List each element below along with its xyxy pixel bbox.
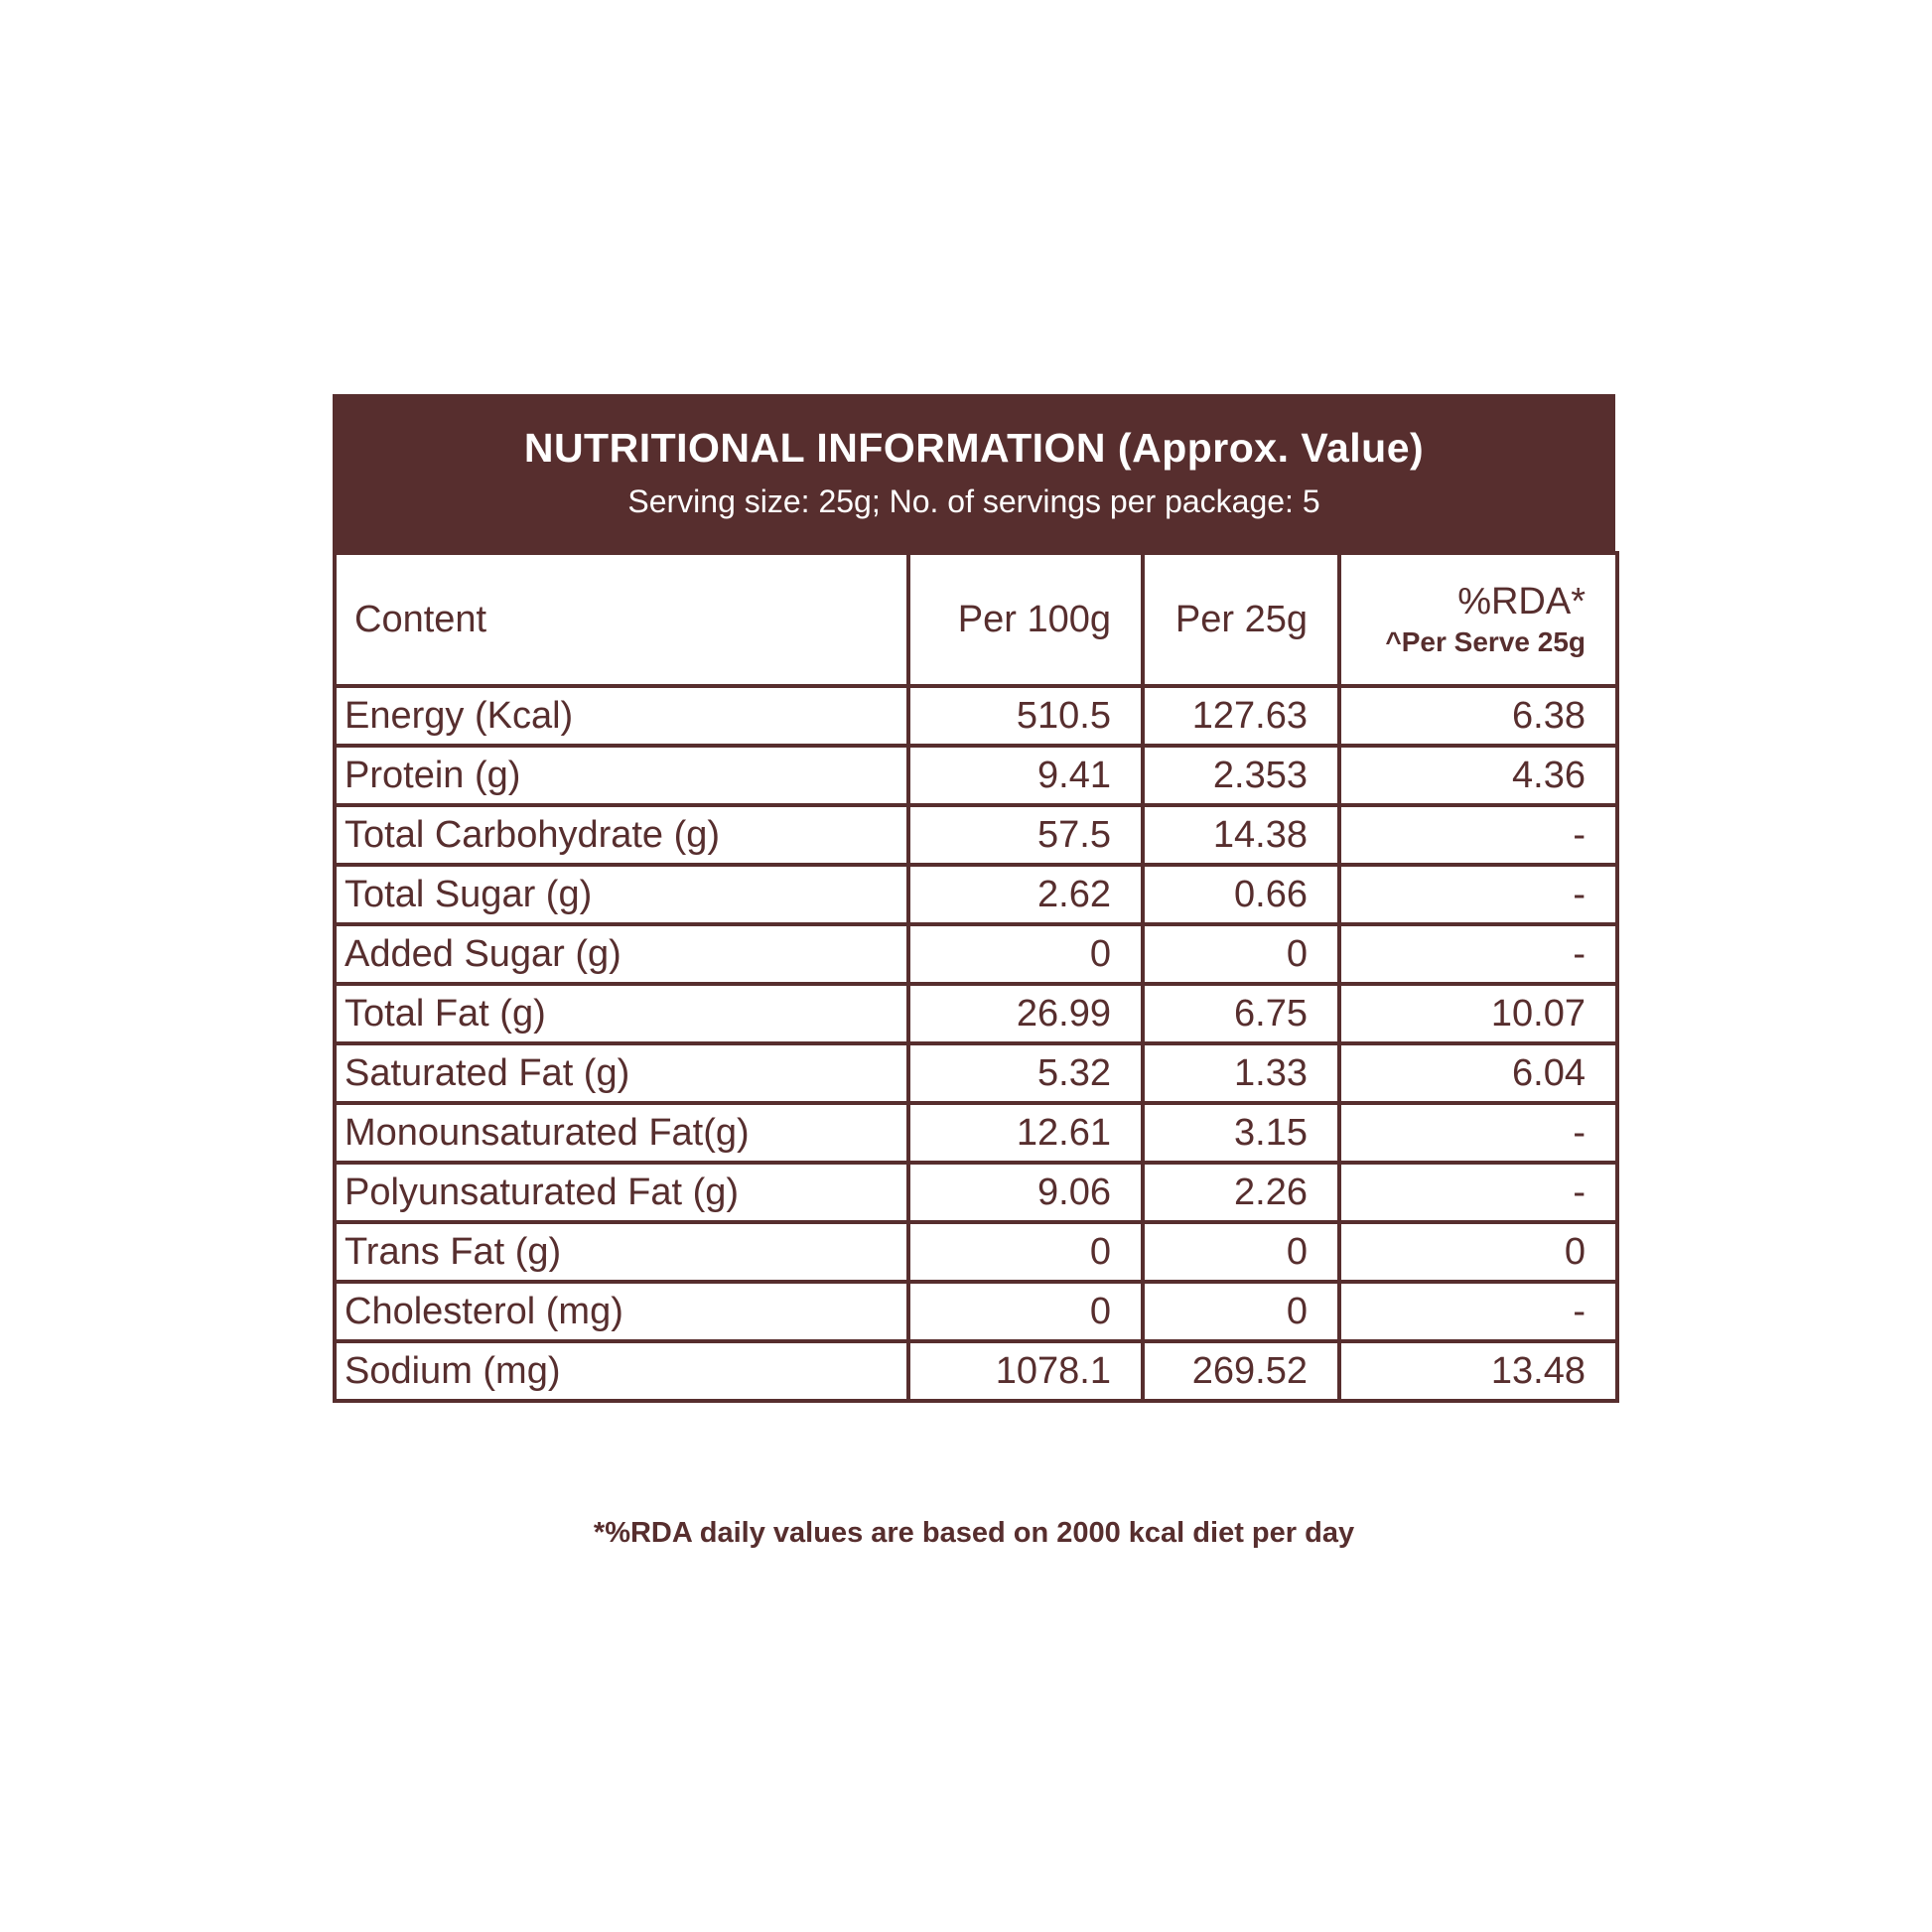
- table-row: [335, 686, 1617, 746]
- nutrient-label: Trans Fat (g): [335, 1222, 908, 1282]
- per-100g-value: 0: [908, 924, 1143, 984]
- per-100g-value: 0: [908, 1222, 1143, 1282]
- serving-info: Serving size: 25g; No. of servings per package: 5: [627, 483, 1320, 519]
- column-header-per-100g: Per 100g: [908, 553, 1143, 686]
- nutrient-label: Added Sugar (g): [335, 924, 908, 984]
- column-header-rda: [1339, 553, 1617, 686]
- per-25g-value: 269.52: [1143, 1341, 1339, 1401]
- table-row: [335, 1163, 1617, 1222]
- table-row: [335, 1103, 1617, 1163]
- nutrient-label: Energy (Kcal): [335, 686, 908, 746]
- nutrition-title: NUTRITIONAL INFORMATION (Approx. Value): [523, 425, 1425, 471]
- table-row: [335, 1043, 1617, 1103]
- per-100g-value: 0: [908, 1282, 1143, 1341]
- per-100g-value: 57.5: [908, 805, 1143, 865]
- rda-value: 4.36: [1339, 746, 1617, 805]
- nutrient-label: Total Sugar (g): [335, 865, 908, 924]
- nutrient-label: Total Fat (g): [335, 984, 908, 1043]
- per-100g-value: 2.62: [908, 865, 1143, 924]
- rda-value: -: [1339, 924, 1617, 984]
- table-row: [335, 805, 1617, 865]
- nutrient-label: Total Carbohydrate (g): [335, 805, 908, 865]
- per-25g-value: 0: [1143, 1222, 1339, 1282]
- per-100g-value: 9.06: [908, 1163, 1143, 1222]
- rda-value: -: [1339, 1103, 1617, 1163]
- nutrition-header: [333, 394, 1615, 551]
- per-25g-value: 3.15: [1143, 1103, 1339, 1163]
- per-25g-value: 127.63: [1143, 686, 1339, 746]
- rda-value: 6.04: [1339, 1043, 1617, 1103]
- nutrition-panel: [333, 394, 1615, 1403]
- nutrient-label: Saturated Fat (g): [335, 1043, 908, 1103]
- nutrient-label: Monounsaturated Fat(g): [335, 1103, 908, 1163]
- table-row: [335, 924, 1617, 984]
- table-row: [335, 865, 1617, 924]
- per-25g-value: 0.66: [1143, 865, 1339, 924]
- nutrient-label: Sodium (mg): [335, 1341, 908, 1401]
- rda-value: -: [1339, 1282, 1617, 1341]
- per-100g-value: 1078.1: [908, 1341, 1143, 1401]
- rda-sublabel: ^Per Serve 25g: [1385, 625, 1586, 657]
- per-100g-value: 9.41: [908, 746, 1143, 805]
- per-100g-value: 26.99: [908, 984, 1143, 1043]
- nutrient-label: Protein (g): [335, 746, 908, 805]
- per-100g-value: 5.32: [908, 1043, 1143, 1103]
- rda-value: 0: [1339, 1222, 1617, 1282]
- rda-value: -: [1339, 1163, 1617, 1222]
- per-25g-value: 14.38: [1143, 805, 1339, 865]
- table-header-row: [335, 553, 1617, 686]
- nutrient-label: Cholesterol (mg): [335, 1282, 908, 1341]
- nutrition-rows: [335, 686, 1617, 1401]
- nutrient-label: Polyunsaturated Fat (g): [335, 1163, 908, 1222]
- footnote: *%RDA daily values are based on 2000 kcal diet per day: [593, 1517, 1355, 1549]
- per-25g-value: 6.75: [1143, 984, 1339, 1043]
- rda-value: 10.07: [1339, 984, 1617, 1043]
- table-row: [335, 1222, 1617, 1282]
- column-header-per-25g: Per 25g: [1143, 553, 1339, 686]
- per-100g-value: 12.61: [908, 1103, 1143, 1163]
- per-25g-value: 1.33: [1143, 1043, 1339, 1103]
- rda-label: %RDA*: [1457, 580, 1586, 622]
- nutrition-table: [333, 551, 1619, 1403]
- per-25g-value: 0: [1143, 924, 1339, 984]
- table-row: [335, 746, 1617, 805]
- rda-value: 13.48: [1339, 1341, 1617, 1401]
- column-header-content: Content: [335, 553, 908, 686]
- table-row: [335, 1282, 1617, 1341]
- per-25g-value: 2.26: [1143, 1163, 1339, 1222]
- rda-value: -: [1339, 865, 1617, 924]
- per-25g-value: 0: [1143, 1282, 1339, 1341]
- rda-value: -: [1339, 805, 1617, 865]
- rda-value: 6.38: [1339, 686, 1617, 746]
- per-100g-value: 510.5: [908, 686, 1143, 746]
- per-25g-value: 2.353: [1143, 746, 1339, 805]
- table-row: [335, 1341, 1617, 1401]
- table-row: [335, 984, 1617, 1043]
